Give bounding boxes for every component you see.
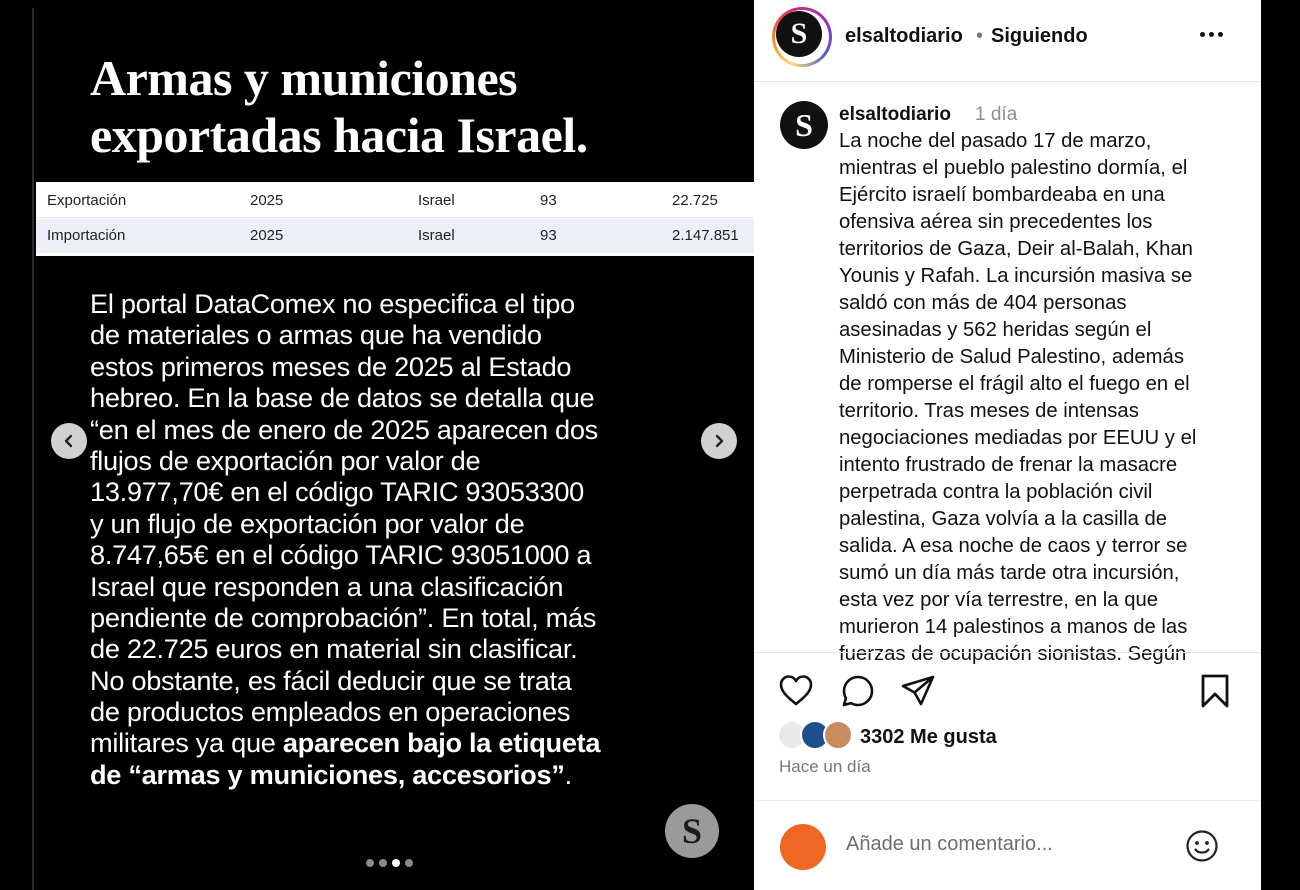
pagination-dot-active[interactable] — [392, 859, 400, 867]
caption-text — [839, 128, 1239, 668]
body-line: pendiente de comprobación”. En total, más — [90, 601, 597, 633]
caption-area — [754, 83, 1261, 665]
caption-line: de romperse el frágil alto el fuego en el — [839, 373, 1190, 395]
post-panel — [754, 0, 1261, 890]
previous-slide-button[interactable] — [51, 423, 87, 459]
slide-logo — [665, 804, 719, 858]
table-cell: 2025 — [250, 192, 284, 209]
avatar-letter: S — [790, 17, 808, 50]
heart-icon[interactable] — [778, 673, 814, 709]
body-text-bold: aparecen bajo la etiqueta — [282, 727, 601, 759]
caption-line: saldó con más de 404 personas — [839, 292, 1127, 314]
body-line: de 22.725 euros en material sin clasificar. — [90, 633, 578, 665]
table-cell: Israel — [418, 227, 455, 244]
likes-count[interactable]: 3302 Me gusta — [860, 726, 997, 748]
body-line: 13.977,70€ en el código TARIC 93053300 — [90, 476, 584, 508]
caption-avatar[interactable] — [780, 101, 828, 149]
caption-time: 1 día — [975, 104, 1018, 125]
comment-input[interactable]: Añade un comentario... — [846, 833, 1053, 855]
body-line: de productos empleados en operaciones — [90, 696, 571, 728]
caption-line: Ministerio de Salud Palestino, además — [839, 346, 1184, 368]
body-line: Israel que responden a una clasificación — [90, 570, 564, 602]
body-line: y un flujo de exportación por valor de — [90, 507, 525, 539]
body-line: El portal DataComex no especifica el tipo — [90, 288, 575, 319]
logo-letter: S — [681, 811, 703, 851]
carousel-slide — [36, 0, 754, 890]
table-cell: 22.725 — [672, 192, 718, 209]
table-cell: Exportación — [47, 192, 127, 209]
caption-line: perpetrada contra la población civil — [839, 481, 1153, 503]
table-cell: 2025 — [250, 227, 284, 244]
left-gutter — [0, 0, 36, 890]
table-row — [36, 219, 754, 253]
table-cell: 93 — [540, 192, 557, 209]
body-text-plain: militares ya que — [90, 727, 283, 759]
caption-line: Ejército israelí bombardeaba en una — [839, 184, 1165, 206]
body-text-bold: de “armas y municiones, accesorios” — [90, 758, 565, 790]
following-button[interactable]: Siguiendo — [991, 25, 1088, 47]
caption-line: palestina, Gaza volvía a la casilla de — [839, 508, 1168, 530]
table-row — [36, 184, 754, 218]
avatar-letter: S — [795, 107, 813, 143]
caption-line: asesinadas y 562 heridas según el — [839, 319, 1152, 341]
caption-line: Younis y Rafah. La incursión masiva se — [839, 265, 1193, 287]
body-line — [90, 759, 690, 790]
caption-line: territorios de Gaza, Deir al-Balah, Khan — [839, 238, 1193, 260]
header-username[interactable]: elsaltodiario — [845, 25, 963, 47]
caption-line: ofensiva aérea sin precedentes los — [839, 211, 1153, 233]
table-cell: Israel — [418, 192, 455, 209]
caption-line: fuerzas de ocupación sionistas. Según — [839, 643, 1187, 665]
next-slide-button[interactable] — [701, 423, 737, 459]
carousel-pagination — [366, 859, 413, 867]
user-avatar[interactable] — [780, 824, 826, 870]
caption-line: mientras el pueblo palestino dormía, el — [839, 157, 1188, 179]
caption-line: intento frustrado de frenar la masacre — [839, 454, 1178, 476]
pagination-dot[interactable] — [405, 859, 413, 867]
more-options-icon[interactable] — [1200, 32, 1223, 37]
pagination-dot[interactable] — [366, 859, 374, 867]
table-cell: Importación — [47, 227, 126, 244]
table-cell: 93 — [540, 227, 557, 244]
body-line: “en el mes de enero de 2025 aparecen dos — [90, 413, 598, 445]
story-ring[interactable] — [772, 7, 832, 67]
caption-line: murieron 14 palestinos a manos de las — [839, 616, 1188, 638]
right-gutter — [1261, 0, 1300, 890]
slide-body-text — [90, 288, 690, 790]
slide-title: Armas y municiones exportadas hacia Israel. — [90, 50, 588, 163]
bookmark-icon[interactable] — [1197, 673, 1233, 709]
body-line: hebreo. En la base de datos se detalla que — [90, 382, 595, 414]
table-cell: 2.147.851 — [672, 227, 739, 244]
body-line: estos primeros meses de 2025 al Estado — [90, 350, 572, 382]
paper-plane-icon[interactable] — [900, 673, 936, 709]
separator-dot: • — [976, 25, 984, 47]
avatar[interactable] — [776, 11, 822, 57]
caption-line: negociaciones mediadas por EEUU y el — [839, 427, 1197, 449]
body-text-plain: . — [564, 758, 572, 790]
comment-bar — [754, 800, 1261, 890]
caption-line: territorio. Tras meses de intensas — [839, 400, 1139, 422]
post-timestamp: Hace un día — [779, 757, 871, 776]
caption-line: La noche del pasado 17 de marzo, — [839, 130, 1152, 152]
body-line: de materiales o armas que ha vendido — [90, 319, 542, 351]
liker-avatar[interactable] — [823, 720, 853, 750]
body-line — [90, 727, 690, 758]
data-table — [36, 182, 754, 256]
pagination-dot[interactable] — [379, 859, 387, 867]
caption-line: salida. A esa noche de caos y terror se — [839, 535, 1188, 557]
chevron-left-icon — [62, 434, 76, 448]
body-line: 8.747,65€ en el código TARIC 93051000 a — [90, 539, 592, 571]
post-header — [754, 0, 1261, 82]
comment-bubble-icon[interactable] — [840, 673, 876, 709]
caption-line: esta vez por vía terrestre, en la que — [839, 589, 1159, 611]
body-line: flujos de exportación por valor de — [90, 444, 481, 476]
body-line: No obstante, es fácil deducir que se trata — [90, 664, 572, 696]
caption-line: sumó un día más tarde otra incursión, — [839, 562, 1180, 584]
caption-username[interactable]: elsaltodiario — [839, 104, 951, 125]
smiley-icon[interactable] — [1185, 829, 1219, 863]
chevron-right-icon — [712, 434, 726, 448]
